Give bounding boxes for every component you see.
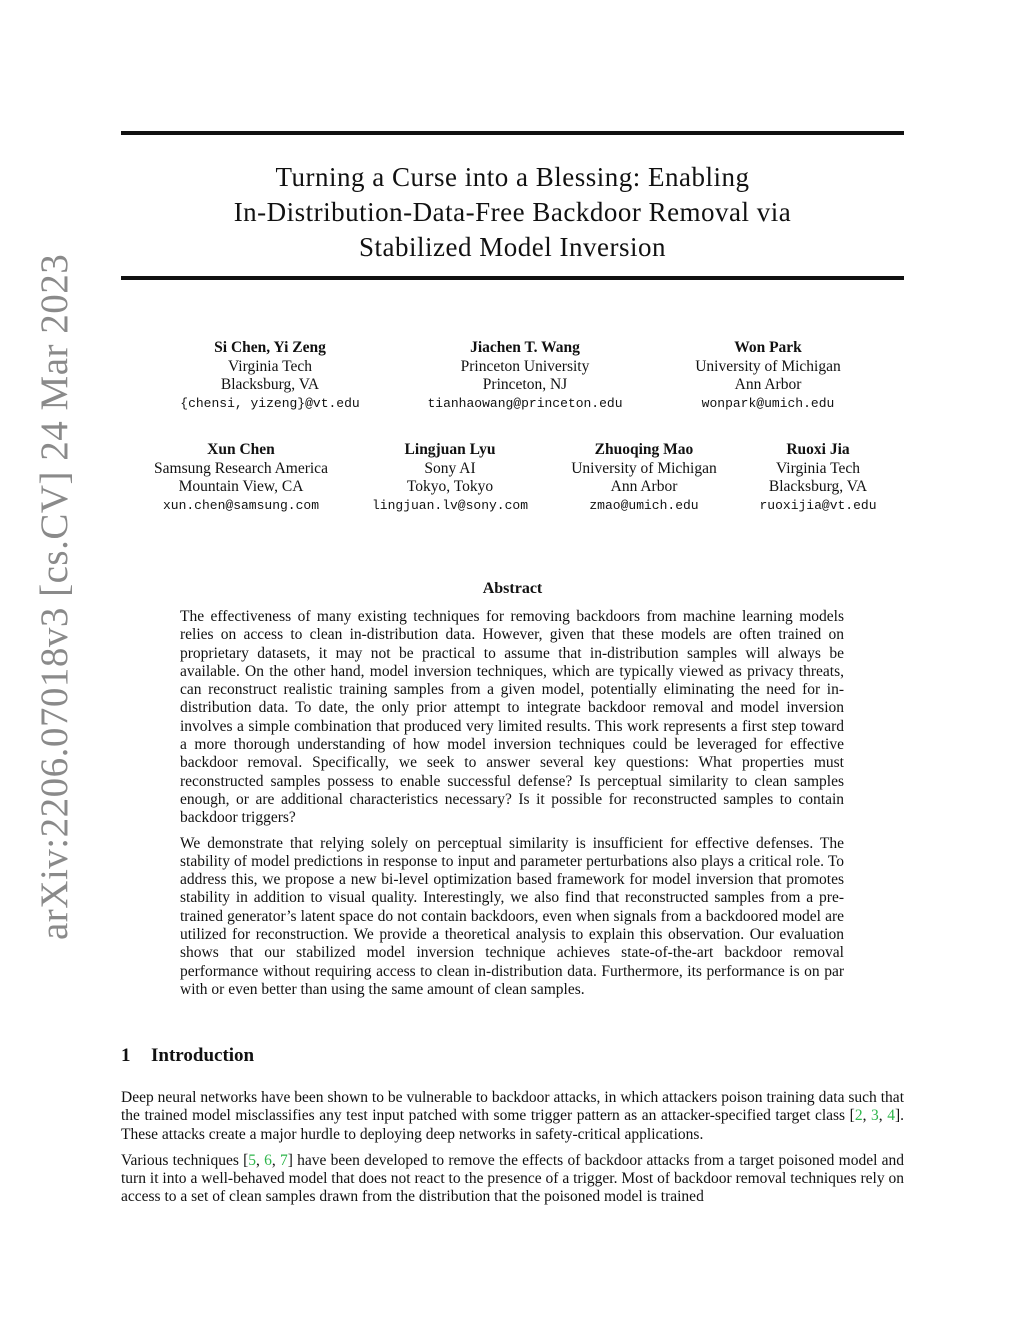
author-location: Blacksburg, VA (768, 478, 868, 495)
author-block (180, 339, 359, 413)
intro-paragraph-1: Deep neural networks have been shown to be vulnerable to backdoor attacks, in which attackers poison training data such that the trained model misclassifies any test input patched with some trigger pattern as an attacker-specified target class [2, 3, 4]. These attacks create a major hurdle to deploying deep networks in safety-critical applications. (121, 1089, 905, 1143)
section-title: Introduction (151, 1045, 255, 1066)
author-name: Won Park (734, 339, 802, 356)
citation-link[interactable]: 2 (854, 1107, 863, 1125)
title-line-3: Stabilized Model Inversion (359, 232, 666, 262)
author-name: Lingjuan Lyu (404, 441, 496, 458)
title-rule-bottom (121, 276, 904, 280)
author-location: Ann Arbor (734, 376, 802, 393)
citation-link[interactable]: 4 (887, 1107, 895, 1125)
author-block (427, 339, 622, 413)
author-affiliation: Virginia Tech (228, 357, 312, 375)
author-location: Princeton, NJ (482, 376, 568, 393)
author-affiliation: Sony AI (424, 459, 476, 477)
author-block (759, 441, 876, 515)
arxiv-stamp: arXiv:2206.07018v3 [cs.CV] 24 Mar 2023 (33, 253, 76, 940)
intro-paragraph-2: Various techniques [5, 6, 7] have been developed to remove the effects of backdoor attacks from a target poisoned model and turn it into a well-behaved model that does not react to the presence of a trigger. Most of backdoor removal techniques rely on access to a set of clean samples drawn from the distribution that the poisoned model is trained (121, 1151, 904, 1206)
citation-link[interactable]: 3 (871, 1107, 879, 1125)
citation-link[interactable]: 5 (248, 1151, 257, 1169)
author-email: ruoxijia@vt.edu (759, 497, 877, 513)
title-line-2: In-Distribution-Data-Free Backdoor Removal via (233, 197, 792, 227)
author-affiliation: University of Michigan (695, 357, 841, 375)
abstract-paragraph-1: The effectiveness of many existing techniques for removing backdoors from machine learning models relies on access to clean in-distribution data. However, given that these models are often trained on proprietary datasets, it may not be practical to assume that in-distribution samples will always be available. On the other hand, model inversion techniques, which are typically viewed as privacy threats, can reconstruct realistic training samples from a given model, potentially eliminating the need for in-distribution data. To date, the only prior attempt to integrate backdoor removal and model inversion involves a simple combination that produced very limited results. This work represents a first step toward a more thorough understanding of how model inversion techniques could be leveraged for effective backdoor removal. Specifically, we seek to answer several key questions: What properties must reconstructed samples possess to enable successful defense? Is perceptual similarity to clean samples enough, or are additional characteristics necessary? Is it possible for reconstructed samples to contain backdoor triggers? (180, 608, 844, 827)
abstract-paragraph-2: We demonstrate that relying solely on perceptual similarity is insufficient for effective defenses. The stability of model predictions in response to input and parameter perturbations also plays a critical role. To address this, we propose a new bi-level optimization based framework for model inversion that promotes stability in addition to visual quality. Interestingly, we also find that reconstructed samples from a pre-trained generator’s latent space do not contain backdoors, even when signals from a backdoored model are utilized for reconstruction. We provide a theoretical analysis to explain this observation. Our evaluation shows that our stabilized model inversion technique achieves state-of-the-art backdoor removal performance without requiring access to clean in-distribution data. Furthermore, its performance is on par with or even better than using the same amount of clean samples. (180, 834, 844, 998)
author-name: Ruoxi Jia (786, 441, 850, 458)
author-name: Jiachen T. Wang (470, 339, 580, 356)
citation-link[interactable]: 7 (279, 1151, 288, 1169)
intro-p2-text-end: ] have been developed to remove the effects of backdoor attacks from a target poisoned model and turn it into a well-behaved model that does not react to the presence of a trigger. Most of backdoor removal techniques rely on access to a set of clean samples drawn from the distribution that the poisoned model is trained (121, 1151, 904, 1206)
paper-title (121, 160, 904, 265)
citation-link[interactable]: 6 (264, 1151, 272, 1169)
author-block (571, 441, 717, 515)
title-rule-top (121, 131, 904, 135)
author-block (695, 339, 841, 413)
author-location: Tokyo, Tokyo (406, 478, 494, 495)
author-email: {chensi, yizeng}@vt.edu (180, 395, 360, 411)
section-number: 1 (121, 1045, 131, 1066)
introduction-body (121, 1089, 904, 1215)
author-affiliation: University of Michigan (571, 459, 717, 477)
author-affiliation: Virginia Tech (776, 459, 860, 477)
author-name: Zhuoqing Mao (594, 441, 694, 458)
abstract-body (180, 608, 844, 1006)
title-line-1: Turning a Curse into a Blessing: Enabling (275, 162, 750, 192)
intro-p1-text: Deep neural networks have been shown to be vulnerable to backdoor attacks, in which attackers poison training data such that the trained model misclassifies any test input patched with some trigger pattern as an attacker-specified target class [ (121, 1089, 904, 1125)
author-email: lingjuan.lv@sony.com (371, 497, 529, 513)
author-location: Blacksburg, VA (220, 376, 320, 393)
author-name: Si Chen, Yi Zeng (214, 339, 326, 356)
author-affiliation: Princeton University (460, 357, 590, 375)
author-name: Xun Chen (207, 441, 275, 458)
author-affiliation: Samsung Research America (154, 459, 328, 477)
author-email: tianhaowang@princeton.edu (427, 395, 623, 411)
author-email: zmao@umich.edu (589, 497, 699, 513)
author-block (372, 441, 528, 515)
abstract-heading: Abstract (482, 580, 543, 597)
author-email: wonpark@umich.edu (701, 395, 835, 411)
author-email: xun.chen@samsung.com (162, 497, 320, 513)
author-location: Ann Arbor (610, 478, 678, 495)
intro-p2-text: Various techniques [ (121, 1151, 249, 1169)
intro-p1-text-end: ]. These attacks create a major hurdle to deploying deep networks in safety-critical applications. (121, 1107, 905, 1143)
section-heading-introduction (121, 1045, 254, 1067)
author-location: Mountain View, CA (178, 478, 304, 495)
author-block (154, 441, 328, 515)
